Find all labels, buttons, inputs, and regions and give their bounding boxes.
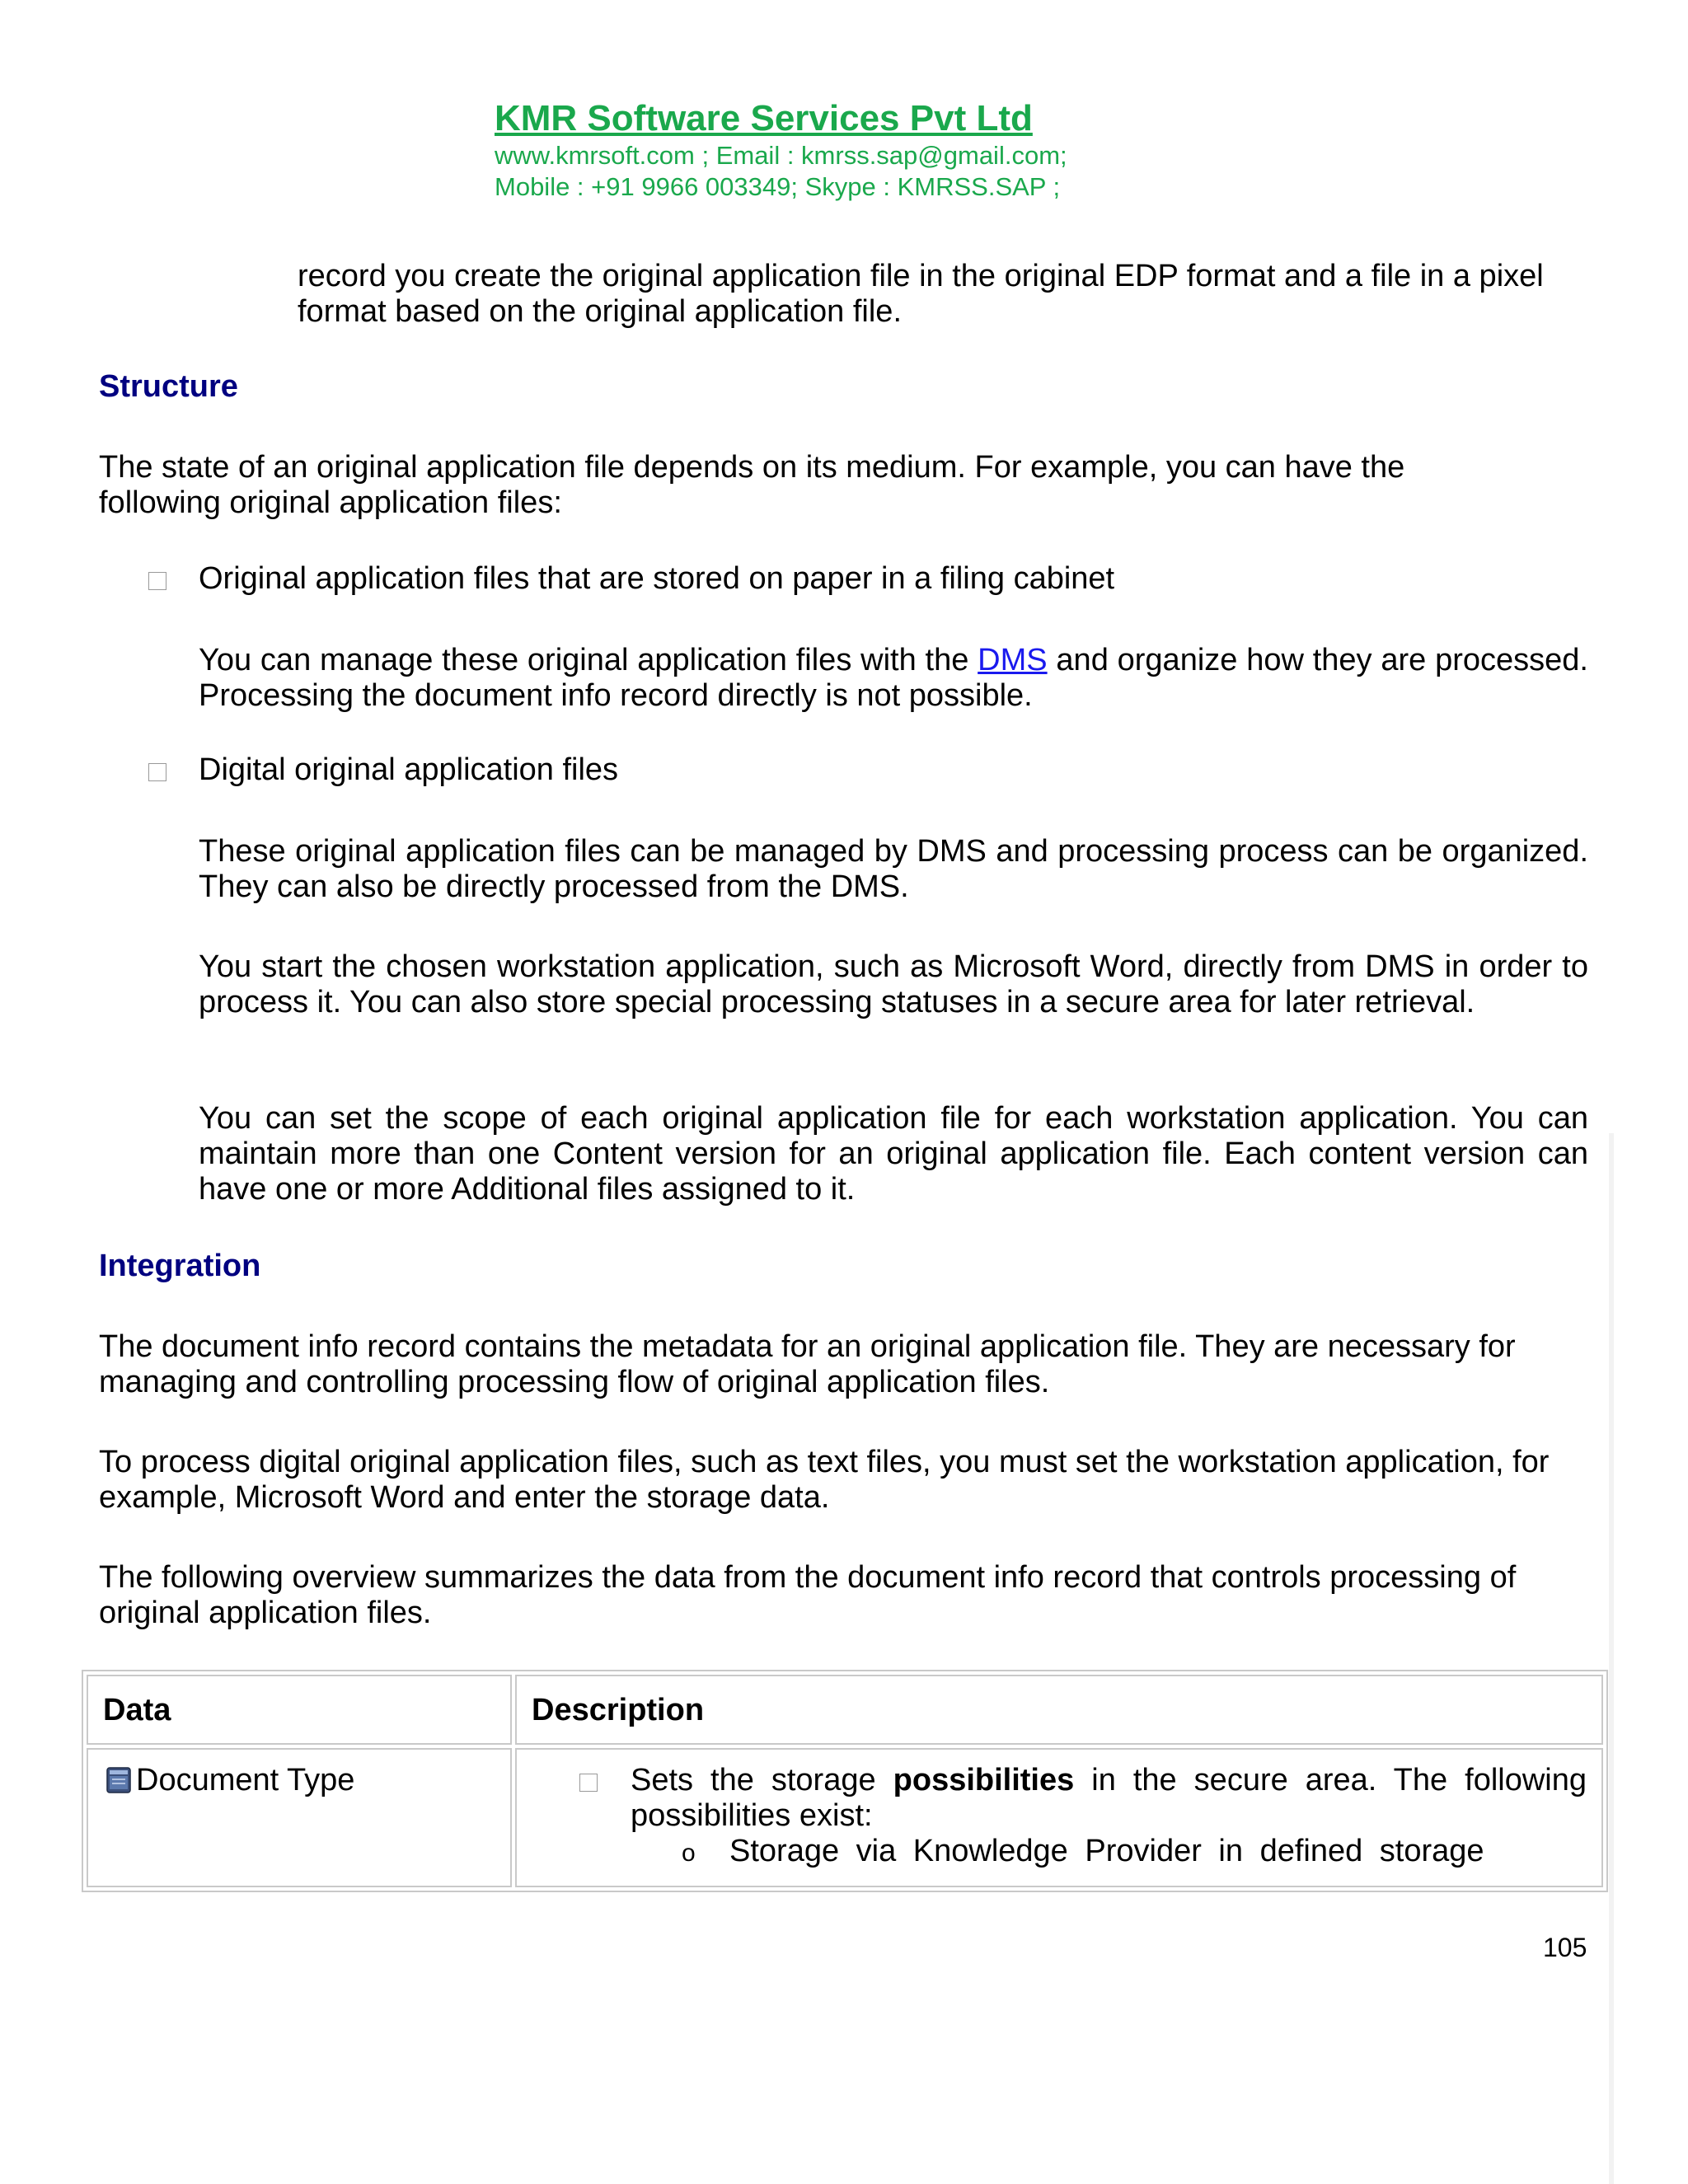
page-number: 105 [1543,1933,1587,1962]
paper-files-paragraph [199,643,1588,714]
paper-files-text-before: You can manage these original application files with the [199,643,969,677]
integration-paragraph-2: To process digital original application files, such as text files, you must set the workstation application, for example, Microsoft Word and enter the storage data. [99,1445,1550,1515]
page-edge-divider [1609,1133,1614,2184]
intro-paragraph: record you create the original application file in the original EDP format and a file in a pixel format based on the original application file. [298,259,1544,329]
digital-files-paragraph-2: You start the chosen workstation application, such as Microsoft Word, directly from DMS in order to process it. You can also store special processing statuses in a secure area for later retrieval. [199,949,1588,1019]
header-description: Description [515,1675,1603,1745]
sub-bullet-text: Storage via Knowledge Provider in defined storage [729,1834,1484,1868]
desc-text-after: in the secure area. The following possibilities exist: [631,1763,1587,1833]
company-name: KMR Software Services Pvt Ltd [495,98,1033,138]
checkbox-bullet-icon [148,763,166,781]
checkbox-bullet-icon [579,1774,598,1792]
paper-files-text-after: and organize how they are processed. Processing the document info record directly is not possible. [199,643,1588,713]
page-header [495,97,1067,203]
contact-line-mobile-skype: Mobile : +91 9966 003349; Skype : KMRSS.SAP ; [495,172,1061,201]
integration-paragraph-1: The document info record contains the metadata for an original application file. They are necessary for managing and controlling processing flow of original application files. [99,1329,1516,1399]
checkbox-bullet-icon [148,572,166,590]
document-type-icon [106,1766,131,1793]
integration-paragraph-3: The following overview summarizes the data from the document info record that controls processing of original application files. [99,1560,1517,1630]
table-row [87,1748,1603,1887]
bullet-digital-files: Digital original application files [199,752,619,787]
header-data: Data [87,1675,512,1745]
bullet-paper-files: Original application files that are stored on paper in a filing cabinet [199,561,1115,596]
desc-text-before: Sets the storage [631,1763,876,1797]
cell-document-type-description [515,1748,1603,1887]
document-type-label: Document Type [136,1763,355,1797]
contact-line-web-email: www.kmrsoft.com ; Email : kmrss.sap@gmail.com; [495,141,1067,170]
digital-files-paragraph-1: These original application files can be managed by DMS and processing process can be organized. They can also be directly processed from the DMS. [199,834,1588,904]
desc-bold-word: possibilities [893,1763,1075,1797]
structure-heading: Structure [99,369,238,404]
digital-files-paragraph-3: You can set the scope of each original application file for each workstation application. You can maintain more than one Content version for an original application file. Each content version can have one or more Additional files assigned to it. [199,1101,1588,1207]
table-header-row [87,1675,1603,1745]
circle-bullet-icon: o [682,1840,696,1867]
integration-heading: Integration [99,1249,261,1283]
structure-paragraph: The state of an original application file depends on its medium. For example, you can have the following original application files: [99,450,1405,520]
description-bullet [517,1763,1587,1834]
overview-table [82,1670,1608,1892]
cell-document-type [87,1748,512,1887]
dms-link[interactable]: DMS [978,643,1048,677]
description-sub-bullet [517,1834,1587,1869]
